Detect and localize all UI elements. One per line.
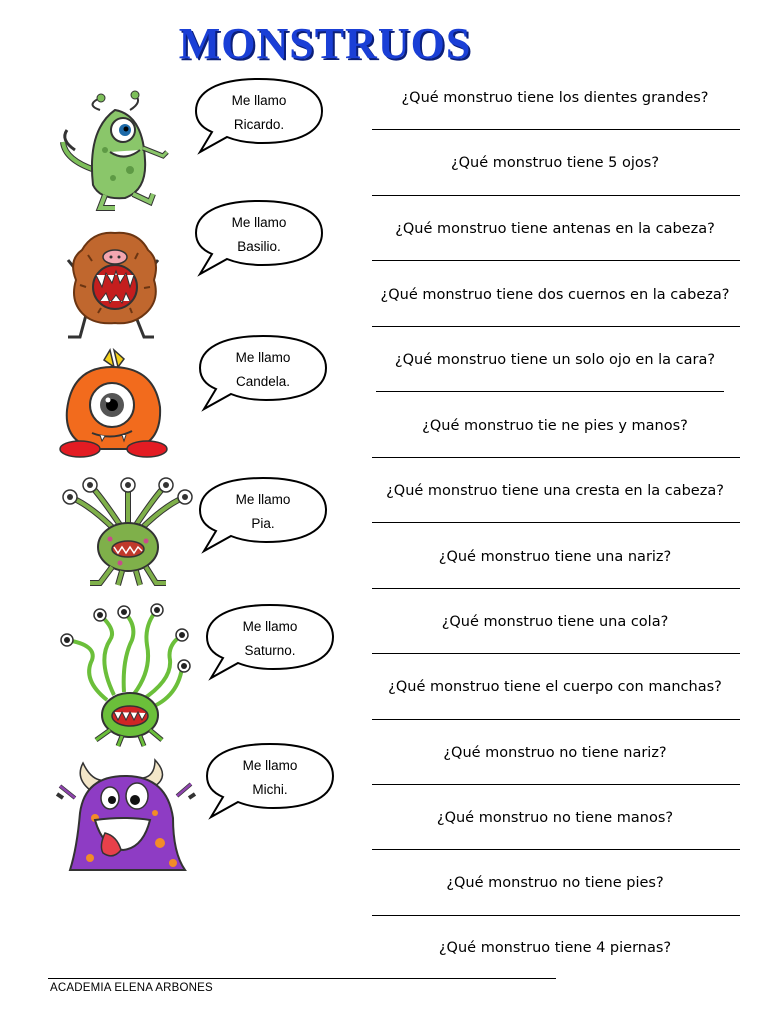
- question-14: ¿Qué monstruo tiene 4 piernas?: [438, 940, 672, 956]
- speech-bubble-candela: [196, 334, 330, 412]
- answer-line-3[interactable]: [372, 260, 740, 261]
- speech-bubble-saturno: [203, 603, 337, 681]
- green-five-eyed-monster-illustration: [60, 475, 195, 590]
- question-4: ¿Qué monstruo tiene dos cuernos en la cabeza?: [380, 287, 730, 303]
- bubble-name: Ricardo.: [233, 117, 285, 132]
- bubble-name: Michi.: [252, 782, 288, 797]
- hairy-brown-monster-illustration: [58, 225, 173, 350]
- bubble-line1: Me llamo: [235, 350, 291, 365]
- bubble-line1: Me llamo: [242, 758, 298, 773]
- page-title: MONSTRUOS: [178, 19, 472, 68]
- speech-bubble-basilio: [192, 199, 326, 277]
- green-cyclops-monster-illustration: [55, 90, 180, 215]
- bubble-name: Pia.: [251, 516, 275, 531]
- footer-credit: ACADEMIA ELENA ARBONES: [50, 982, 213, 994]
- question-9: ¿Qué monstruo tiene una cola?: [441, 614, 669, 630]
- speech-bubble-pia: [196, 476, 330, 554]
- answer-line-13[interactable]: [372, 915, 740, 916]
- question-3: ¿Qué monstruo tiene antenas en la cabeza?: [395, 221, 715, 237]
- purple-horned-monster-illustration: [55, 758, 197, 880]
- answer-line-7[interactable]: [372, 522, 740, 523]
- answer-line-9[interactable]: [372, 653, 740, 654]
- question-2: ¿Qué monstruo tiene 5 ojos?: [450, 155, 660, 171]
- bubble-line1: Me llamo: [242, 619, 298, 634]
- answer-line-10[interactable]: [372, 719, 740, 720]
- bubble-name: Candela.: [235, 374, 291, 389]
- answer-line-11[interactable]: [372, 784, 740, 785]
- speech-bubble-ricardo: [192, 77, 326, 155]
- question-5: ¿Qué monstruo tiene un solo ojo en la cara?: [394, 352, 716, 368]
- question-12: ¿Qué monstruo no tiene manos?: [436, 810, 674, 826]
- question-10: ¿Qué monstruo tiene el cuerpo con manchas?: [388, 679, 722, 695]
- green-antenna-monster-illustration: [52, 600, 200, 748]
- bubble-line1: Me llamo: [231, 215, 287, 230]
- question-8: ¿Qué monstruo tiene una nariz?: [438, 549, 672, 565]
- answer-line-8[interactable]: [372, 588, 740, 589]
- question-1: ¿Qué monstruo tiene los dientes grandes?: [401, 90, 709, 106]
- answer-line-6[interactable]: [372, 457, 740, 458]
- answer-line-5[interactable]: [376, 391, 724, 392]
- bubble-line1: Me llamo: [231, 93, 287, 108]
- speech-bubble-michi: [203, 742, 337, 820]
- question-13: ¿Qué monstruo no tiene pies?: [446, 875, 664, 891]
- bubble-line1: Me llamo: [235, 492, 291, 507]
- orange-one-eyed-monster-illustration: [52, 345, 172, 463]
- bubble-name: Basilio.: [237, 239, 281, 254]
- answer-line-2[interactable]: [372, 195, 740, 196]
- answer-line-12[interactable]: [372, 849, 740, 850]
- answer-line-1[interactable]: [372, 129, 740, 130]
- answer-line-4[interactable]: [372, 326, 740, 327]
- bubble-name: Saturno.: [244, 643, 296, 658]
- footer-divider: [48, 978, 556, 979]
- question-6: ¿Qué monstruo tie ne pies y manos?: [422, 418, 688, 434]
- question-7: ¿Qué monstruo tiene una cresta en la cabeza?: [386, 483, 724, 499]
- question-11: ¿Qué monstruo no tiene nariz?: [443, 745, 667, 761]
